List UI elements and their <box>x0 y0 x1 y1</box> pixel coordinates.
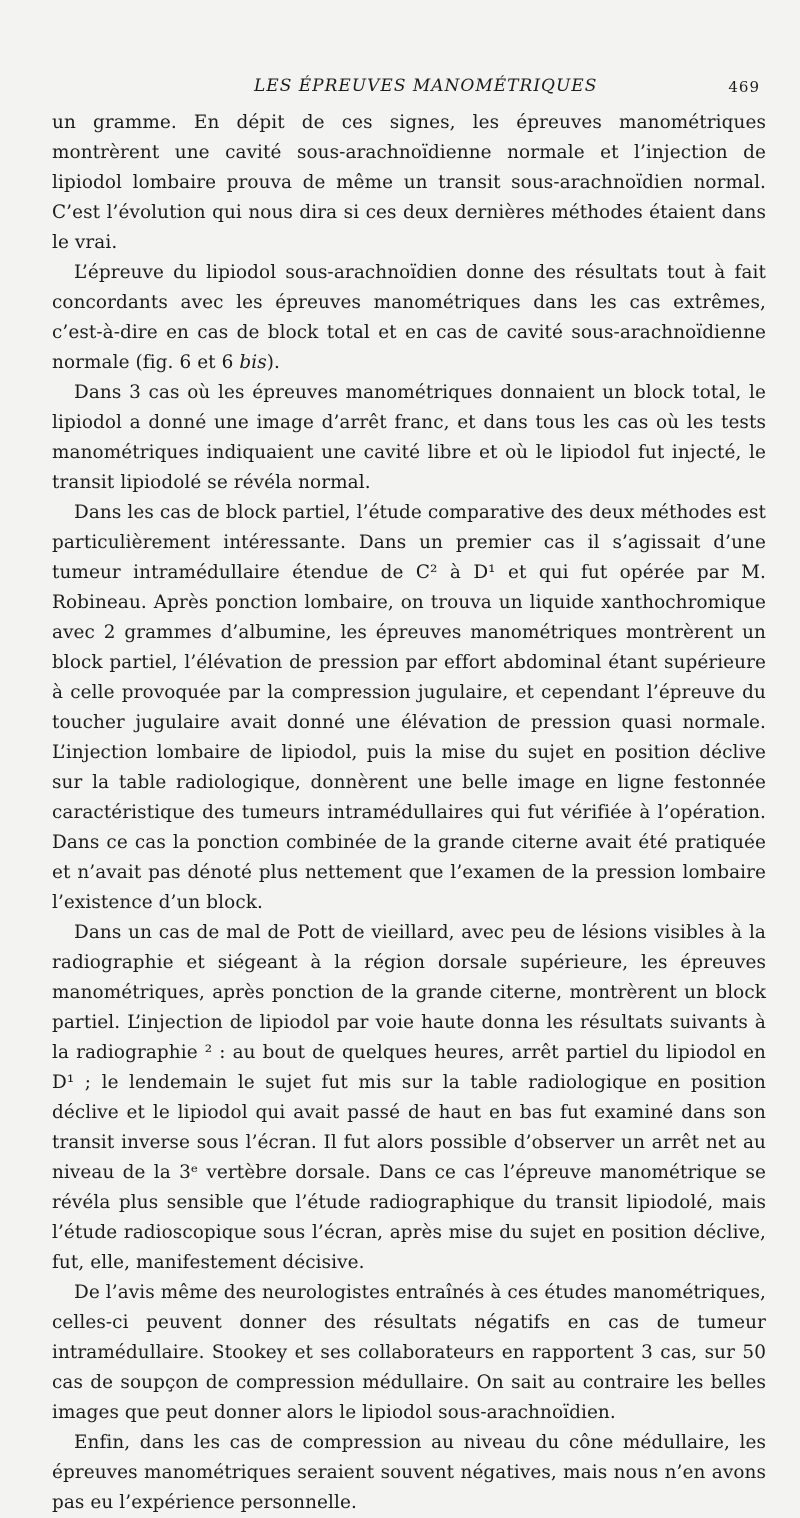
running-title: LES ÉPREUVES MANOMÉTRIQUES <box>254 76 598 96</box>
paragraph-text: De l’avis même des neurologistes entraînés à ces études manométriques, celles-ci peuvent donner des résultats négatifs en cas de tumeur intramédullaire. Stookey et ses collaborateurs en rapportent 3 cas, sur 50 cas de soupçon de compression médullaire. On sait au contraire les belles images que peut donner alors le lipiodol sous-arachnoïdien. <box>52 1282 766 1423</box>
paragraph-text: Dans 3 cas où les épreuves manométriques donnaient un block total, le lipiodol a donné une image d’arrêt franc, et dans tous les cas où les tests manométriques indiquaient une cavité libre et où le lipiodol fut injecté, le transit lipiodolé se révéla normal. <box>52 382 766 493</box>
paragraph-2 <box>52 258 766 378</box>
paragraph-italic-text: bis <box>239 352 267 373</box>
paragraph-text: Dans un cas de mal de Pott de vieillard, avec peu de lésions visibles à la radiographie et siégeant à la région dorsale supérieure, les épreuves manométriques, après ponction de la grande citerne, montrèrent un block partiel. L’injection de lipiodol par voie haute donna les résultats suivants à la radiographie ² : au bout de quelques heures, arrêt partiel du lipiodol en D¹ ; le lendemain le sujet fut mis sur la table radiologique en position déclive et le lipiodol qui avait passé de haut en bas fut examiné dans son transit inverse sous l’écran. Il fut alors possible d’observer un arrêt net au niveau de la 3ᵉ vertèbre dorsale. Dans ce cas l’épreuve manométrique se révéla plus sensible que l’étude radiographique du transit lipiodolé, mais l’étude radioscopique sous l’écran, après mise du sujet en position déclive, fut, elle, manifestement décisive. <box>52 922 766 1273</box>
paragraph-5 <box>52 918 766 1278</box>
page-number: 469 <box>728 78 760 96</box>
paragraph-text: un gramme. En dépit de ces signes, les épreuves manométriques montrèrent une cavité sous-arachnoïdienne normale et l’injection de lipiodol lombaire prouva de même un transit sous-arachnoïdien normal. C’est l’évolution qui nous dira si ces deux dernières méthodes étaient dans le vrai. <box>52 112 766 253</box>
paragraph-text-end: ). <box>266 352 281 373</box>
paragraph-text: L’épreuve du lipiodol sous-arachnoïdien donne des résultats tout à fait concordants avec les épreuves manométriques dans les cas extrêmes, c’est-à-dire en cas de block total et en cas de cavité sous-arachnoïdienne normale (fig. 6 et 6 <box>52 262 766 373</box>
running-head <box>52 74 766 108</box>
paragraph-6 <box>52 1278 766 1428</box>
paragraph-1 <box>52 108 766 258</box>
paragraph-7 <box>52 1428 766 1518</box>
paragraph-3 <box>52 378 766 498</box>
paragraph-4 <box>52 498 766 918</box>
paragraph-text: Enfin, dans les cas de compression au niveau du cône médullaire, les épreuves manométriques seraient souvent négatives, mais nous n’en avons pas eu l’expérience personnelle. <box>52 1432 766 1513</box>
body-text <box>52 108 766 1518</box>
paragraph-text: Dans les cas de block partiel, l’étude comparative des deux méthodes est particulièrement intéressante. Dans un premier cas il s’agissait d’une tumeur intramédullaire étendue de C² à D¹ et qui fut opérée par M. Robineau. Après ponction lombaire, on trouva un liquide xanthochromique avec 2 grammes d’albumine, les épreuves manométriques montrèrent un block partiel, l’élévation de pression par effort abdominal étant supérieure à celle provoquée par la compression jugulaire, et cependant l’épreuve du toucher jugulaire avait donné une élévation de pression quasi normale. L’injection lombaire de lipiodol, puis la mise du sujet en position déclive sur la table radiologique, donnèrent une belle image en ligne festonnée caractéristique des tumeurs intramédullaires qui fut vérifiée à l’opération. Dans ce cas la ponction combinée de la grande citerne avait été pratiquée et n’avait pas dénoté plus nettement que l’examen de la pression lombaire l’existence d’un block. <box>52 502 766 913</box>
